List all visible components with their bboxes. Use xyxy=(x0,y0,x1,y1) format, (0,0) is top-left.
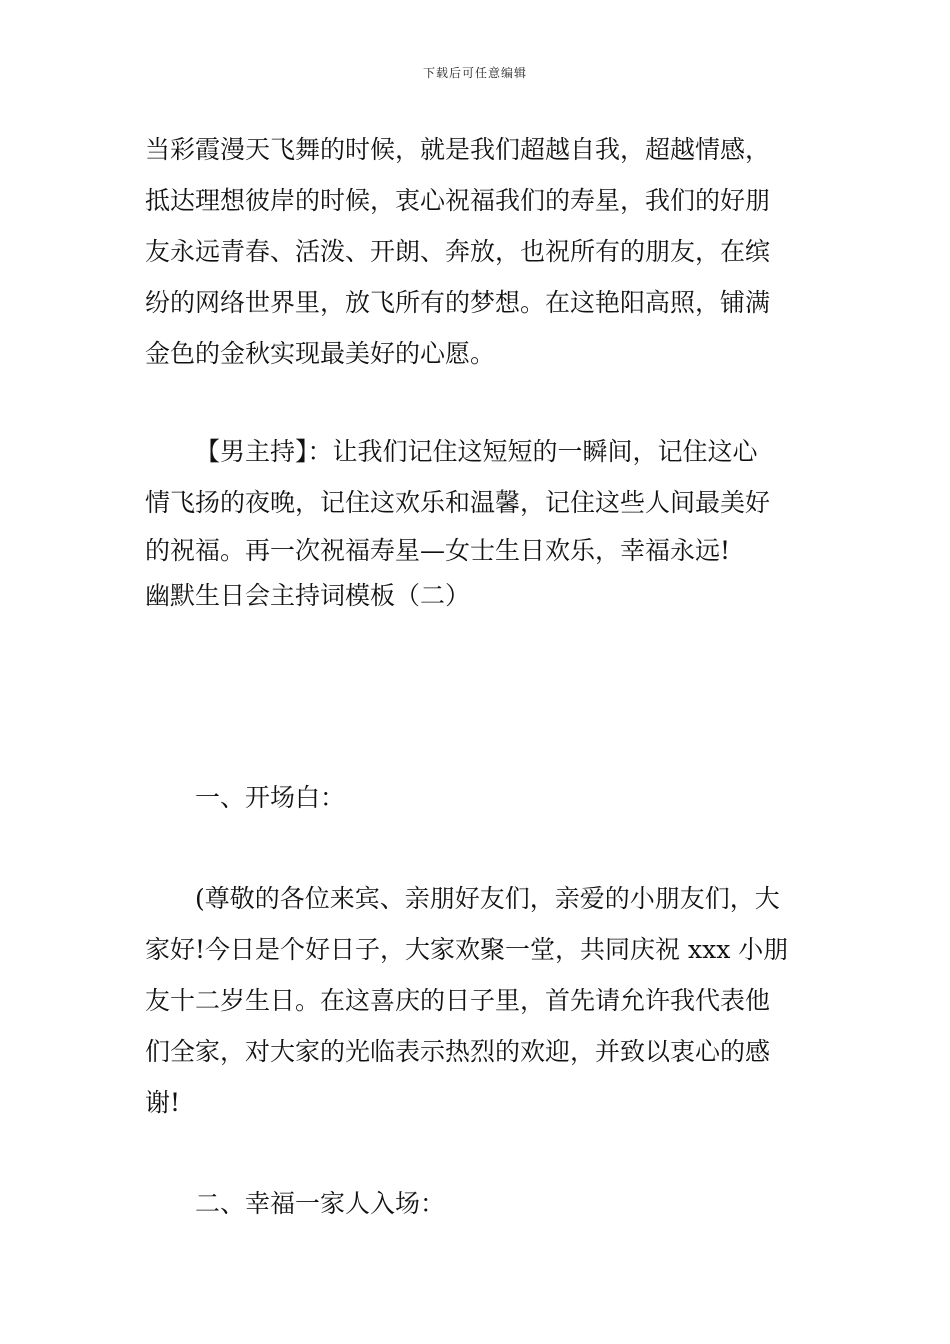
paragraph-1 xyxy=(145,124,815,379)
paragraph-line: 当彩霞漫天飞舞的时候，就是我们超越自我，超越情感， xyxy=(145,135,771,164)
section-spacer xyxy=(145,618,815,772)
section-heading-opening: 一、开场白： xyxy=(195,783,346,812)
paragraph-3 xyxy=(145,873,815,1128)
paragraph-line: 家好!今日是个好日子，大家欢聚一堂，共同庆祝 xxx 小朋 xyxy=(145,935,789,964)
paragraph-line: 金色的金秋实现最美好的心愿。 xyxy=(145,339,496,368)
section-heading-family-entrance: 二、幸福一家人入场： xyxy=(195,1189,446,1218)
paragraph-line: 友十二岁生日。在这喜庆的日子里，首先请允许我代表他 xyxy=(145,986,771,1015)
paragraph-line: 们全家，对大家的光临表示热烈的欢迎，并致以衷心的感 xyxy=(145,1037,771,1066)
paragraph-line: 情飞扬的夜晚，记住这欢乐和温馨，记住这些人间最美好 xyxy=(145,488,771,517)
paragraph-line: 的祝福。再一次祝福寿星—女士生日欢乐，幸福永远! xyxy=(145,536,731,565)
document-body xyxy=(145,124,815,1229)
paragraph-line: 友永远青春、活泼、开朗、奔放，也祝所有的朋友，在缤 xyxy=(145,237,771,266)
paragraph-spacer xyxy=(145,1128,815,1178)
paragraph-line: 抵达理想彼岸的时候，衷心祝福我们的寿星，我们的好朋 xyxy=(145,186,771,215)
page-header: 下载后可任意编辑 xyxy=(422,66,527,80)
paragraph-line: (尊敬的各位来宾、亲朋好友们，亲爱的小朋友们，大 xyxy=(195,884,780,913)
paragraph-spacer xyxy=(145,379,815,426)
paragraph-2 xyxy=(145,426,815,573)
document-title: 幽默生日会主持词模板（二） xyxy=(145,581,471,610)
paragraph-spacer xyxy=(145,823,815,873)
paragraph-line: 谢! xyxy=(145,1088,181,1117)
paragraph-line: 纷的网络世界里，放飞所有的梦想。在这艳阳高照，铺满 xyxy=(145,288,771,317)
paragraph-line: 【男主持】：让我们记住这短短的一瞬间，记住这心 xyxy=(195,437,758,466)
